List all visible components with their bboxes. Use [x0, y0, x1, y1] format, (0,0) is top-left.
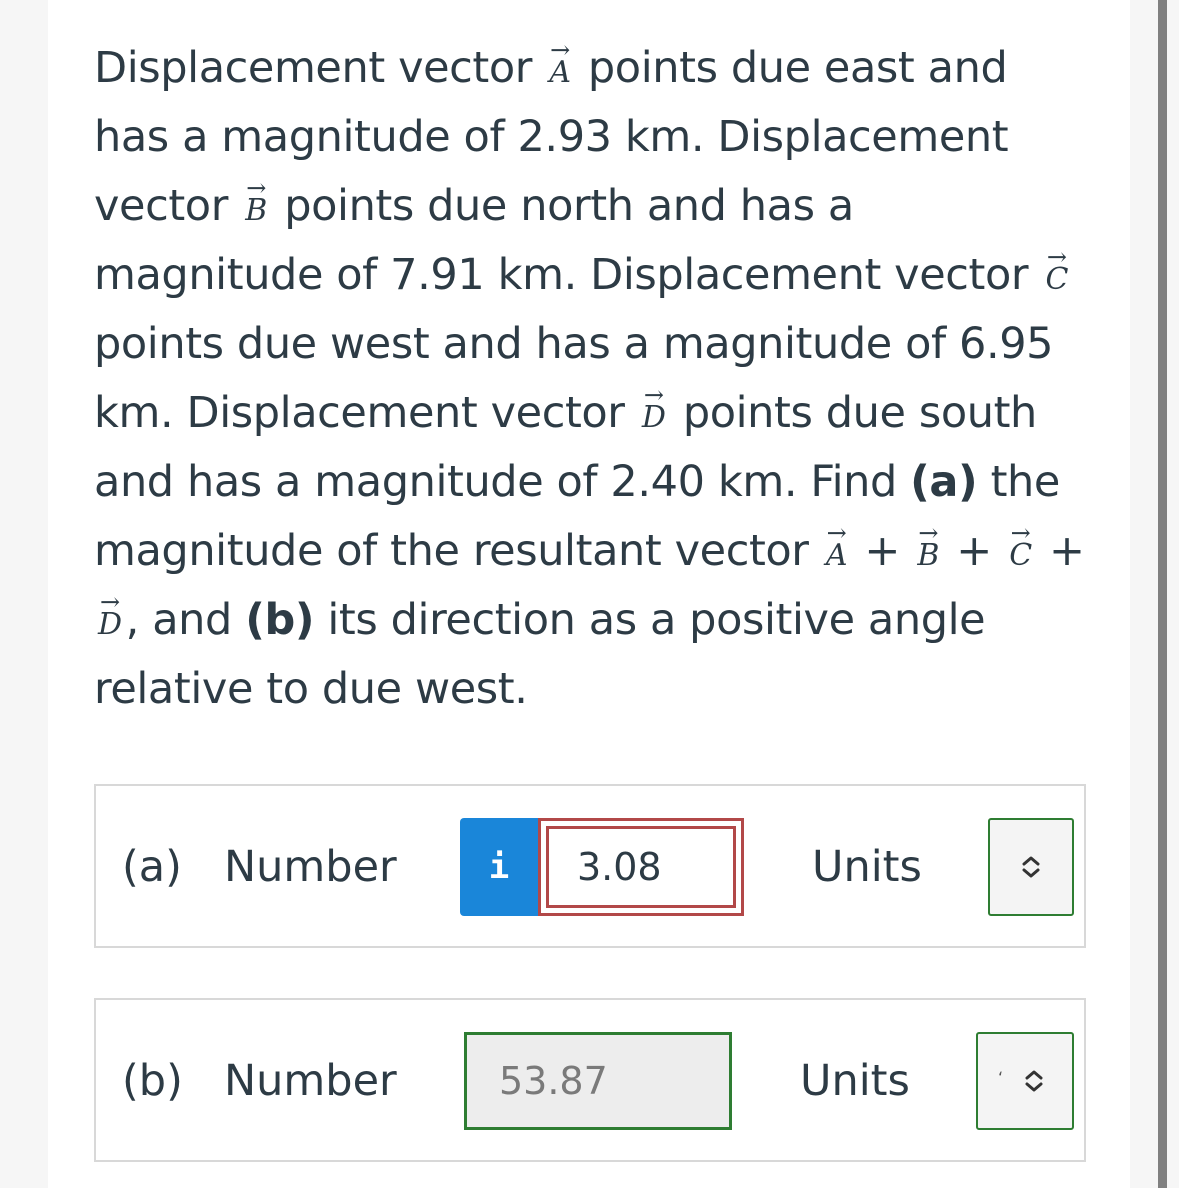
chevron-up-down-icon: [1014, 850, 1048, 884]
question-text-segment: Displacement vector: [94, 43, 533, 93]
question-text-segment: points due west and has a magnitude of 6.95 km. Displacement vector: [94, 319, 1054, 438]
number-label-b: Number: [224, 1056, 397, 1106]
units-label-b: Units: [800, 1056, 910, 1106]
part-a-marker: (a): [910, 457, 978, 507]
question-text-segment: the magnitude of the resultant vector: [94, 457, 1060, 576]
vector-b-symbol: → B: [245, 196, 267, 226]
chevron-up-down-icon: [1017, 1064, 1051, 1098]
sum-vector-c-symbol: → C: [1009, 541, 1032, 571]
question-text: [94, 34, 1094, 724]
question-text-segment: its direction as a positive angle relative to due west.: [94, 595, 986, 714]
sum-vector-d-symbol: → D: [98, 610, 122, 640]
sum-vector-a-symbol: → A: [826, 541, 847, 571]
units-label-a: Units: [812, 842, 922, 892]
plus-sign: +: [864, 526, 901, 576]
question-text-segment: , and: [125, 595, 232, 645]
answer-row-b: [94, 998, 1086, 1162]
number-label-a: Number: [224, 842, 397, 892]
question-text-segment: points due south and has a magnitude of 2.40 km. Find: [94, 388, 1037, 507]
units-select-a[interactable]: [988, 818, 1074, 916]
vector-d-symbol: → D: [642, 403, 666, 433]
plus-sign: +: [956, 526, 992, 576]
part-b-label: (b): [122, 1056, 183, 1106]
scrollbar[interactable]: [1158, 0, 1167, 1188]
answer-row-a: [94, 784, 1086, 948]
plus-sign: +: [1049, 526, 1085, 576]
part-a-label: (a): [122, 842, 182, 892]
question-text-segment: points due east and has a magnitude of 2.93 km. Displacement vector: [94, 43, 1009, 231]
sum-vector-b-symbol: → B: [917, 541, 939, 571]
vector-a-symbol: → A: [549, 58, 570, 88]
units-select-b[interactable]: [976, 1032, 1074, 1130]
number-input-b[interactable]: 53.87: [464, 1032, 732, 1130]
part-b-marker: (b): [245, 595, 315, 645]
question-page: [48, 0, 1130, 1188]
number-input-a[interactable]: 3.08: [538, 818, 744, 916]
info-icon[interactable]: i: [460, 818, 538, 916]
vector-c-symbol: → C: [1045, 265, 1068, 295]
select-text-fragment: ‘: [998, 1068, 1004, 1087]
question-text-segment: points due north and has a magnitude of 7.91 km. Displacement vector: [94, 181, 1029, 300]
